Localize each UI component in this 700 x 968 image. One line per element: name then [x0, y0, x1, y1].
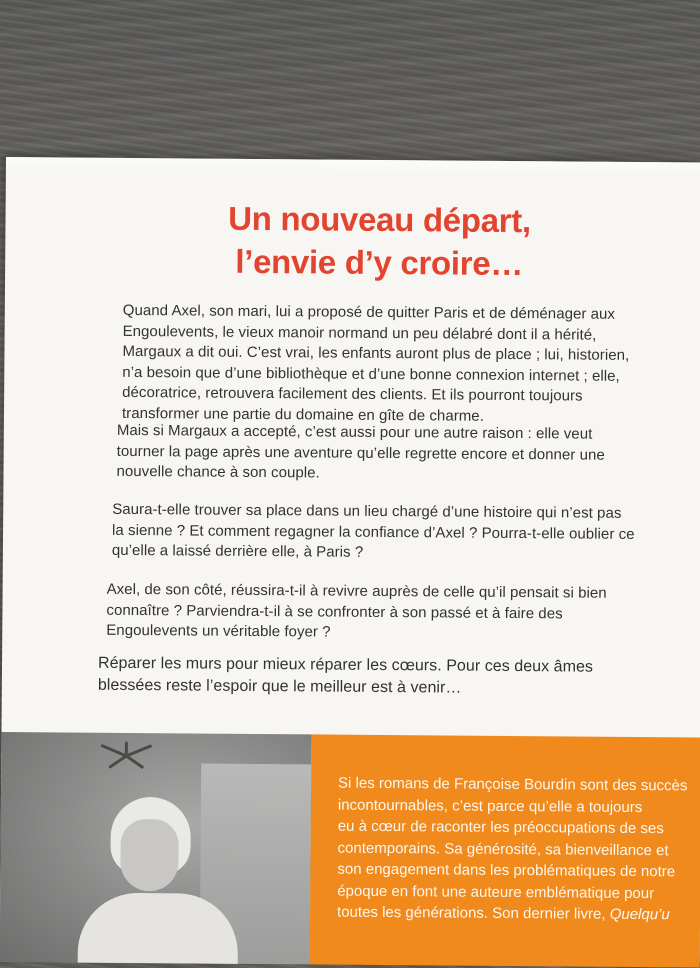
bio-line: époque en font une auteure emblématique pour: [337, 882, 654, 901]
blurb-paragraph-4: Axel, de son côté, réussira-t-il à revivre auprès de celle qu’il pensait si bien connaître ? Parviendra-t-il à se confronter à son passé et à faire des Engoulevents un véritable foyer ?: [106, 580, 636, 646]
author-bio: [337, 773, 700, 927]
bio-line: contemporains. Sa générosité, sa bienveillance et: [338, 839, 669, 859]
author-section: [0, 732, 700, 967]
blurb-paragraph-2: Mais si Margaux a accepté, c’est aussi pour une autre raison : elle veut tourner la page après une aventure qu’elle regrette encore et donner une nouvelle chance à son couple.: [116, 421, 636, 487]
bio-line: son engagement dans les problématiques de notre: [337, 861, 675, 881]
blurb-paragraph-5: Réparer les murs pour mieux réparer les cœurs. Pour ces deux âmes blessées reste l’espoir que le meilleur est à venir…: [98, 653, 658, 701]
blurb-paragraph-3: Saura-t-elle trouver sa place dans un lieu chargé d’une histoire qui n’est pas la sienne ? Et comment regagner la confiance d’Axel ? Pourra-t-elle oublier ce qu’elle a laissé derrière elle, à Paris ?: [112, 500, 637, 566]
bio-line: toutes les générations. Son dernier livre,: [337, 904, 606, 923]
bio-line: Si les romans de Françoise Bourdin sont des succès: [338, 775, 687, 795]
headline-line-2: l’envie d’y croire…: [29, 240, 700, 285]
blurb-paragraph-1: Quand Axel, son mari, lui a proposé de quitter Paris et de déménager aux Engoulevents, le vieux manoir normand un peu délabré dont il a hérité, Margaux a dit oui. C’est vrai, les enfants auront plus de place ; lui, historien, n’a besoin que d’une bibliothèque et d’une bonne connexion internet ; elle, décoratrice, retrouvera facilement des clients. Et ils pourront toujours transformer une partie du domaine en gîte de charme.: [122, 301, 643, 428]
author-photo: [0, 732, 311, 964]
chandelier-shape: [96, 741, 156, 771]
bio-line: eu à cœur de raconter les préoccupations de ses: [338, 818, 664, 838]
book-back-cover: [0, 157, 700, 962]
author-face: [120, 819, 179, 891]
bio-book-title: Quelqu’u: [610, 906, 670, 923]
headline-line-1: Un nouveau départ,: [29, 197, 700, 242]
bio-line: incontournables, c’est parce qu’elle a toujours: [338, 796, 642, 815]
